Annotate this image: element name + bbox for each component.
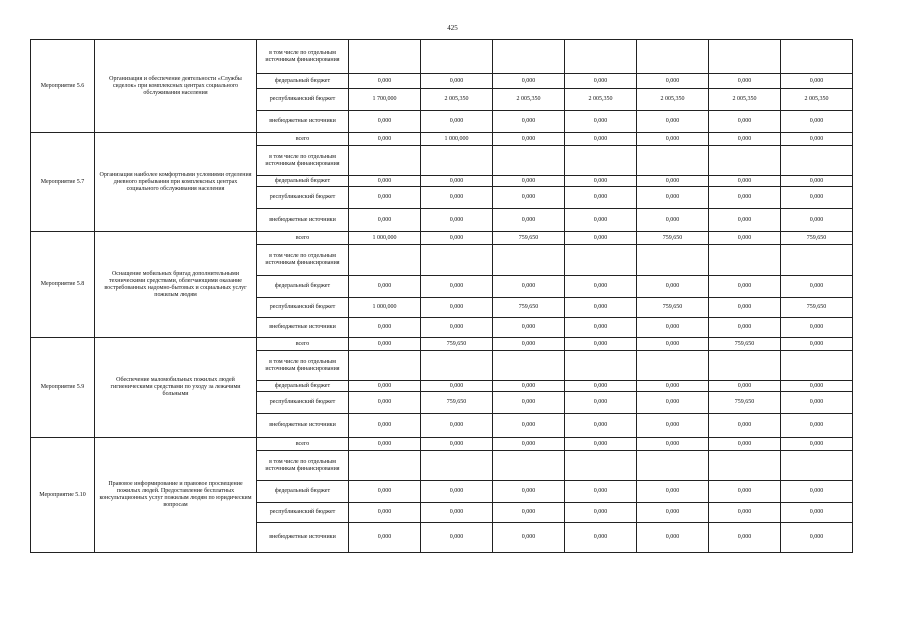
amount-cell [421, 146, 493, 176]
amount-cell: 0,000 [781, 438, 853, 451]
amount-cell [421, 40, 493, 74]
amount-cell [637, 451, 709, 481]
amount-cell: 0,000 [421, 176, 493, 187]
funding-source-label: республиканский бюджет [257, 392, 349, 414]
funding-source-label: всего [257, 232, 349, 245]
amount-cell: 0,000 [565, 523, 637, 553]
amount-cell: 0,000 [493, 209, 565, 232]
table-row [31, 133, 853, 146]
amount-cell: 0,000 [709, 298, 781, 318]
amount-cell: 1 000,000 [421, 133, 493, 146]
funding-source-label: в том числе по отдельным источникам финансирования [257, 146, 349, 176]
measure-code: Мероприятие 5.9 [31, 338, 95, 438]
amount-cell: 0,000 [349, 111, 421, 133]
amount-cell [637, 351, 709, 381]
amount-cell: 0,000 [493, 503, 565, 523]
amount-cell: 0,000 [493, 133, 565, 146]
amount-cell: 0,000 [565, 111, 637, 133]
amount-cell: 0,000 [781, 338, 853, 351]
amount-cell: 0,000 [781, 176, 853, 187]
funding-source-label: в том числе по отдельным источникам финансирования [257, 451, 349, 481]
amount-cell: 0,000 [421, 209, 493, 232]
amount-cell [565, 451, 637, 481]
amount-cell [781, 451, 853, 481]
amount-cell: 0,000 [349, 523, 421, 553]
amount-cell [349, 146, 421, 176]
amount-cell [493, 40, 565, 74]
amount-cell: 0,000 [493, 523, 565, 553]
amount-cell [493, 451, 565, 481]
funding-source-label: в том числе по отдельным источникам финансирования [257, 351, 349, 381]
amount-cell: 0,000 [349, 338, 421, 351]
amount-cell: 1 000,000 [349, 298, 421, 318]
amount-cell: 0,000 [565, 414, 637, 438]
amount-cell [349, 245, 421, 276]
amount-cell: 0,000 [637, 187, 709, 209]
amount-cell: 0,000 [565, 232, 637, 245]
amount-cell: 0,000 [421, 503, 493, 523]
page-number: 425 [447, 24, 458, 32]
amount-cell: 0,000 [421, 187, 493, 209]
amount-cell: 2 005,350 [781, 89, 853, 111]
amount-cell: 0,000 [493, 176, 565, 187]
amount-cell: 759,650 [493, 298, 565, 318]
amount-cell: 0,000 [421, 74, 493, 89]
funding-source-label: республиканский бюджет [257, 298, 349, 318]
amount-cell: 0,000 [349, 276, 421, 298]
amount-cell: 0,000 [637, 176, 709, 187]
amount-cell: 759,650 [709, 392, 781, 414]
amount-cell [565, 146, 637, 176]
amount-cell [565, 40, 637, 74]
amount-cell [565, 351, 637, 381]
amount-cell: 0,000 [565, 298, 637, 318]
amount-cell: 0,000 [565, 276, 637, 298]
amount-cell: 0,000 [637, 318, 709, 338]
amount-cell: 0,000 [709, 209, 781, 232]
funding-source-label: внебюджетные источники [257, 111, 349, 133]
amount-cell: 0,000 [565, 481, 637, 503]
amount-cell: 0,000 [421, 381, 493, 392]
amount-cell: 0,000 [637, 111, 709, 133]
amount-cell [349, 351, 421, 381]
amount-cell [709, 40, 781, 74]
measure-description: Организация наиболее комфортными условиями отделения дневного пребывания при комплексных центрах социального обслуживания населения [95, 133, 257, 232]
amount-cell: 0,000 [349, 481, 421, 503]
amount-cell: 0,000 [493, 392, 565, 414]
amount-cell: 0,000 [637, 414, 709, 438]
measure-code: Мероприятие 5.7 [31, 133, 95, 232]
amount-cell: 0,000 [637, 481, 709, 503]
amount-cell: 759,650 [781, 232, 853, 245]
amount-cell [637, 40, 709, 74]
amount-cell: 0,000 [637, 392, 709, 414]
funding-source-label: республиканский бюджет [257, 89, 349, 111]
amount-cell: 0,000 [349, 503, 421, 523]
amount-cell: 0,000 [421, 276, 493, 298]
amount-cell: 0,000 [637, 276, 709, 298]
amount-cell: 0,000 [493, 381, 565, 392]
amount-cell: 2 005,350 [421, 89, 493, 111]
amount-cell: 0,000 [709, 111, 781, 133]
funding-source-label: федеральный бюджет [257, 276, 349, 298]
amount-cell [493, 245, 565, 276]
measure-description: Организация и обеспечение деятельности «Службы сиделок» при комплексных центрах социального обслуживания населения [95, 40, 257, 133]
amount-cell: 759,650 [637, 232, 709, 245]
amount-cell: 0,000 [781, 481, 853, 503]
amount-cell: 2 005,350 [565, 89, 637, 111]
amount-cell: 759,650 [637, 298, 709, 318]
amount-cell: 0,000 [421, 232, 493, 245]
measure-description: Оснащение мобильных бригад дополнительными техническими средствами, облегчающими оказание востребованных надомно-бытовых и социальных услуг пожилым людям [95, 232, 257, 338]
funding-source-label: внебюджетные источники [257, 414, 349, 438]
funding-source-label: внебюджетные источники [257, 209, 349, 232]
amount-cell [637, 146, 709, 176]
amount-cell: 0,000 [565, 176, 637, 187]
amount-cell: 0,000 [709, 481, 781, 503]
amount-cell: 0,000 [349, 318, 421, 338]
funding-source-label: внебюджетные источники [257, 318, 349, 338]
amount-cell: 0,000 [493, 187, 565, 209]
measure-code: Мероприятие 5.6 [31, 40, 95, 133]
amount-cell: 0,000 [637, 438, 709, 451]
amount-cell: 0,000 [781, 74, 853, 89]
amount-cell [493, 146, 565, 176]
amount-cell: 0,000 [565, 338, 637, 351]
amount-cell: 0,000 [781, 111, 853, 133]
amount-cell: 0,000 [421, 298, 493, 318]
amount-cell: 0,000 [565, 503, 637, 523]
amount-cell [709, 451, 781, 481]
amount-cell [637, 245, 709, 276]
amount-cell: 0,000 [781, 209, 853, 232]
table-row [31, 40, 853, 74]
amount-cell: 0,000 [637, 338, 709, 351]
amount-cell: 0,000 [709, 74, 781, 89]
amount-cell [349, 40, 421, 74]
table-row [31, 338, 853, 351]
amount-cell: 0,000 [349, 438, 421, 451]
amount-cell [349, 451, 421, 481]
measure-code: Мероприятие 5.10 [31, 438, 95, 553]
amount-cell: 0,000 [709, 276, 781, 298]
amount-cell: 0,000 [493, 318, 565, 338]
amount-cell [709, 146, 781, 176]
amount-cell: 0,000 [565, 209, 637, 232]
amount-cell: 0,000 [493, 414, 565, 438]
amount-cell: 1 000,000 [349, 232, 421, 245]
table-row [31, 232, 853, 245]
funding-source-label: всего [257, 438, 349, 451]
amount-cell [709, 245, 781, 276]
funding-source-label: федеральный бюджет [257, 481, 349, 503]
amount-cell: 0,000 [565, 187, 637, 209]
amount-cell: 0,000 [349, 74, 421, 89]
amount-cell [709, 351, 781, 381]
amount-cell [493, 351, 565, 381]
amount-cell: 0,000 [421, 438, 493, 451]
amount-cell [781, 351, 853, 381]
amount-cell: 0,000 [565, 318, 637, 338]
amount-cell: 0,000 [493, 111, 565, 133]
amount-cell: 0,000 [349, 187, 421, 209]
amount-cell: 0,000 [781, 381, 853, 392]
amount-cell: 0,000 [565, 133, 637, 146]
amount-cell: 0,000 [421, 318, 493, 338]
amount-cell: 0,000 [709, 318, 781, 338]
amount-cell: 759,650 [421, 392, 493, 414]
amount-cell: 0,000 [565, 381, 637, 392]
amount-cell: 0,000 [781, 414, 853, 438]
amount-cell: 0,000 [781, 318, 853, 338]
measure-description: Обеспечение маломобильных пожилых людей гигиеническими средствами по уходу за лежачими больными [95, 338, 257, 438]
amount-cell: 0,000 [637, 74, 709, 89]
amount-cell: 2 005,350 [493, 89, 565, 111]
amount-cell: 0,000 [781, 133, 853, 146]
amount-cell [421, 245, 493, 276]
amount-cell: 0,000 [493, 276, 565, 298]
amount-cell: 0,000 [709, 176, 781, 187]
amount-cell [421, 351, 493, 381]
funding-source-label: внебюджетные источники [257, 523, 349, 553]
amount-cell: 0,000 [349, 392, 421, 414]
amount-cell: 0,000 [709, 523, 781, 553]
amount-cell: 0,000 [349, 381, 421, 392]
amount-cell [781, 146, 853, 176]
amount-cell: 0,000 [781, 523, 853, 553]
amount-cell: 2 005,350 [709, 89, 781, 111]
amount-cell: 759,650 [709, 338, 781, 351]
amount-cell: 0,000 [421, 414, 493, 438]
amount-cell: 0,000 [349, 209, 421, 232]
amount-cell: 0,000 [637, 503, 709, 523]
amount-cell: 2 005,350 [637, 89, 709, 111]
amount-cell: 0,000 [421, 481, 493, 503]
amount-cell: 0,000 [565, 74, 637, 89]
amount-cell: 0,000 [637, 209, 709, 232]
funding-table [30, 39, 853, 553]
amount-cell: 0,000 [637, 133, 709, 146]
amount-cell: 759,650 [781, 298, 853, 318]
amount-cell: 759,650 [421, 338, 493, 351]
funding-source-label: в том числе по отдельным источникам финансирования [257, 40, 349, 74]
funding-source-label: республиканский бюджет [257, 187, 349, 209]
amount-cell: 0,000 [493, 338, 565, 351]
amount-cell: 0,000 [709, 381, 781, 392]
amount-cell: 0,000 [781, 392, 853, 414]
amount-cell: 0,000 [565, 438, 637, 451]
amount-cell: 0,000 [709, 438, 781, 451]
measure-code: Мероприятие 5.8 [31, 232, 95, 338]
amount-cell [565, 245, 637, 276]
amount-cell [781, 40, 853, 74]
amount-cell [421, 451, 493, 481]
amount-cell: 1 700,000 [349, 89, 421, 111]
amount-cell: 0,000 [709, 414, 781, 438]
funding-source-label: в том числе по отдельным источникам финансирования [257, 245, 349, 276]
amount-cell: 0,000 [709, 133, 781, 146]
funding-source-label: всего [257, 133, 349, 146]
amount-cell: 0,000 [421, 523, 493, 553]
amount-cell: 0,000 [349, 414, 421, 438]
funding-source-label: всего [257, 338, 349, 351]
amount-cell: 0,000 [493, 74, 565, 89]
amount-cell: 0,000 [781, 503, 853, 523]
amount-cell: 0,000 [781, 276, 853, 298]
amount-cell: 0,000 [349, 133, 421, 146]
amount-cell: 0,000 [637, 523, 709, 553]
table-body [31, 40, 853, 553]
amount-cell [781, 245, 853, 276]
funding-source-label: федеральный бюджет [257, 74, 349, 89]
amount-cell: 0,000 [781, 187, 853, 209]
amount-cell: 759,650 [493, 232, 565, 245]
funding-source-label: федеральный бюджет [257, 176, 349, 187]
amount-cell: 0,000 [637, 381, 709, 392]
amount-cell: 0,000 [493, 481, 565, 503]
amount-cell: 0,000 [565, 392, 637, 414]
amount-cell: 0,000 [709, 232, 781, 245]
amount-cell: 0,000 [349, 176, 421, 187]
measure-description: Правовое информирование и правовое просвещение пожилых людей. Предоставление бесплатных консультационных услуг пожилым людям по юридическим вопросам [95, 438, 257, 553]
funding-source-label: республиканский бюджет [257, 503, 349, 523]
funding-source-label: федеральный бюджет [257, 381, 349, 392]
amount-cell: 0,000 [709, 187, 781, 209]
amount-cell: 0,000 [493, 438, 565, 451]
amount-cell: 0,000 [709, 503, 781, 523]
table-row [31, 438, 853, 451]
amount-cell: 0,000 [421, 111, 493, 133]
